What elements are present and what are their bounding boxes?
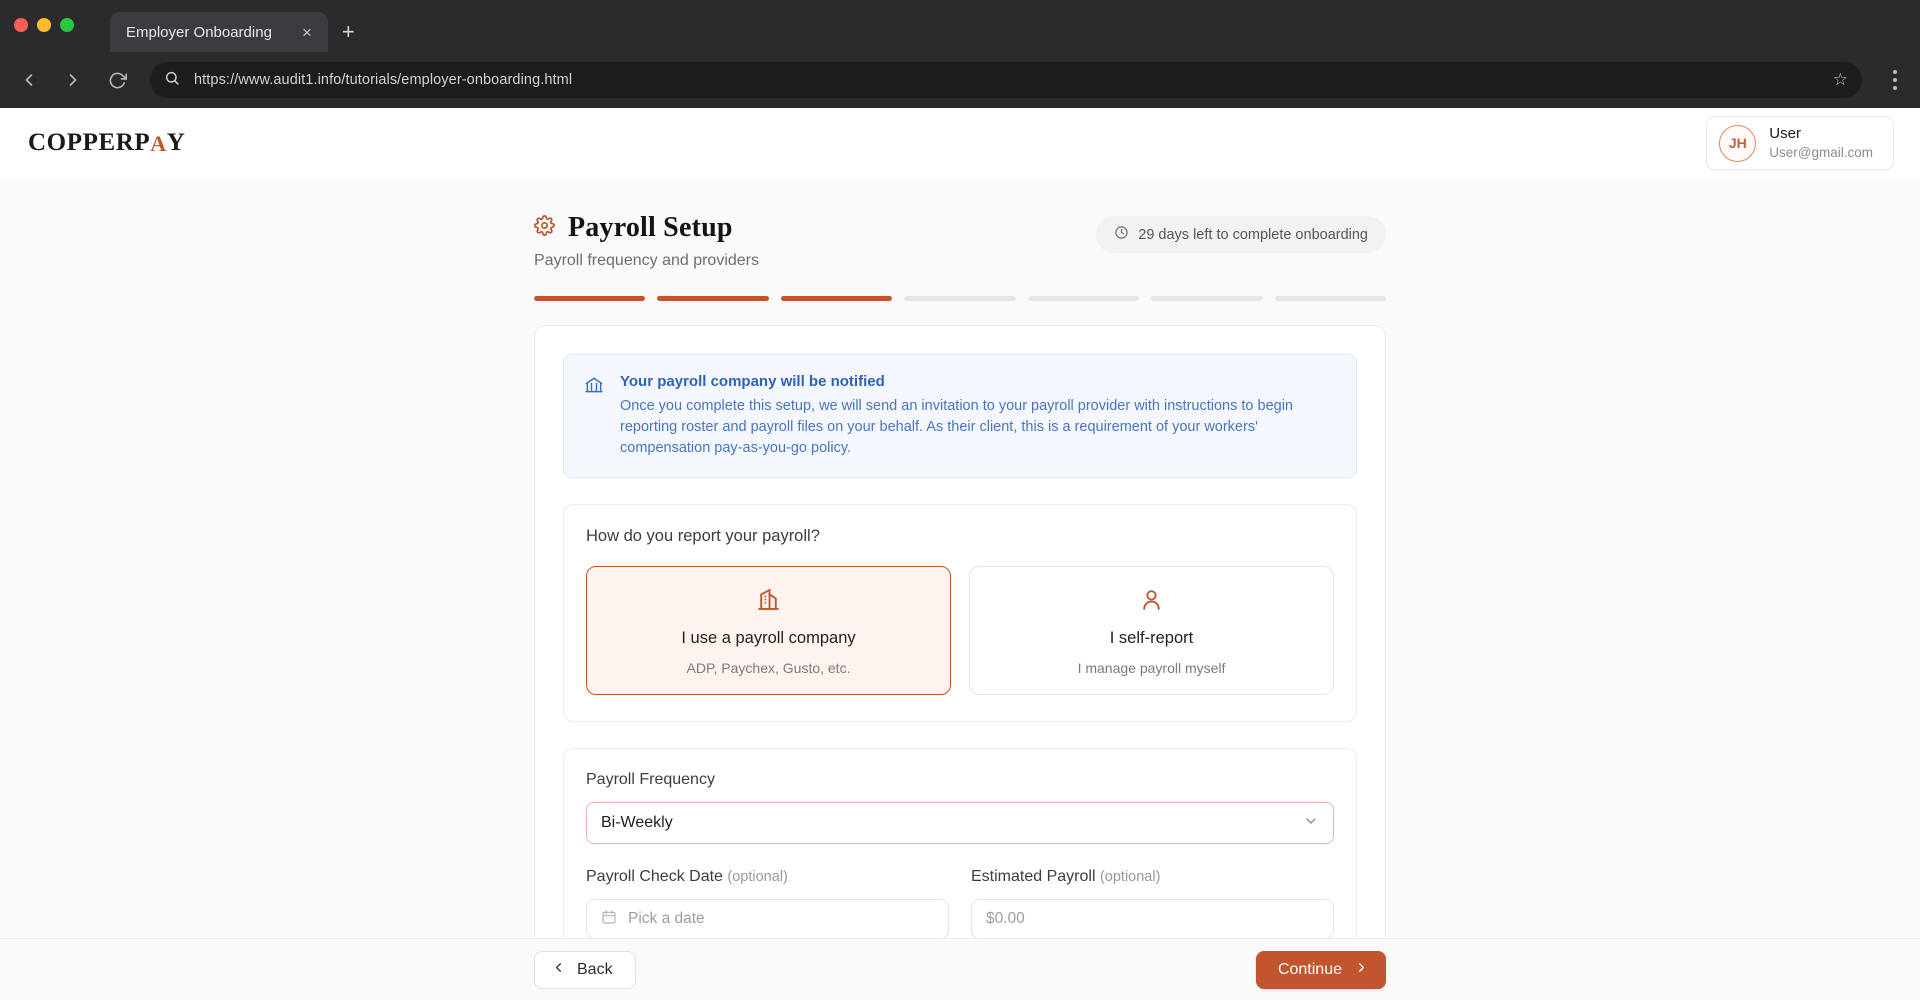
- option-payroll-company-subtitle: ADP, Paychex, Gusto, etc.: [686, 660, 851, 677]
- report-method-section: [563, 504, 1357, 722]
- close-window-button[interactable]: [14, 18, 28, 32]
- minimize-window-button[interactable]: [37, 18, 51, 32]
- notice-banner: [563, 354, 1357, 478]
- progress-step-1: [534, 296, 645, 301]
- payroll-frequency-select[interactable]: [586, 802, 1334, 844]
- payroll-check-date-placeholder: Pick a date: [628, 910, 705, 928]
- reload-icon[interactable]: [102, 65, 132, 95]
- estimated-payroll-optional: (optional): [1099, 869, 1161, 886]
- progress-steps: [534, 296, 1386, 301]
- payroll-check-date-label-text: Payroll Check Date: [586, 868, 723, 886]
- progress-step-7: [1275, 296, 1386, 301]
- bank-icon: [584, 373, 604, 459]
- wizard-content: [0, 178, 1920, 1000]
- user-name: User: [1769, 124, 1801, 142]
- deadline-text: 29 days left to complete onboarding: [1138, 226, 1368, 243]
- deadline-badge: [1096, 216, 1386, 253]
- wizard-card: [534, 325, 1386, 995]
- window-controls: [14, 18, 74, 32]
- site-header: [0, 108, 1920, 178]
- forward-arrow-icon[interactable]: [58, 65, 88, 95]
- payroll-check-date-field: [586, 868, 949, 939]
- chevron-down-icon: [1303, 813, 1319, 834]
- continue-button-label: Continue: [1277, 960, 1342, 978]
- brand-logo: [28, 129, 185, 157]
- close-icon[interactable]: ×: [301, 22, 312, 42]
- building-icon: [597, 587, 940, 617]
- option-self-report-subtitle: I manage payroll myself: [1077, 660, 1226, 677]
- new-tab-button[interactable]: +: [341, 19, 355, 44]
- user-email: User@gmail.com: [1769, 145, 1873, 161]
- calendar-icon: [601, 909, 617, 930]
- search-icon: [164, 70, 180, 91]
- gear-icon: [534, 215, 555, 241]
- payroll-check-date-input[interactable]: [586, 899, 949, 939]
- page-title: Payroll Setup: [568, 212, 733, 243]
- browser-toolbar: [0, 52, 1920, 108]
- browser-tab[interactable]: [110, 12, 328, 52]
- option-self-report-title: I self-report: [1109, 629, 1194, 648]
- person-icon: [980, 587, 1323, 617]
- maximize-window-button[interactable]: [60, 18, 74, 32]
- report-method-question: How do you report your payroll?: [586, 527, 820, 546]
- progress-step-2: [657, 296, 768, 301]
- address-bar[interactable]: [150, 62, 1862, 98]
- payroll-details-section: [563, 748, 1357, 966]
- back-arrow-icon[interactable]: [14, 65, 44, 95]
- brand-logo-tail: Y: [166, 129, 186, 156]
- notice-body: Once you complete this setup, we will send an invitation to your payroll provider with instructions to begin reporting roster and payroll files on your behalf. As their client, this is a requirement of your workers' compensation pay-as-you-go policy.: [620, 398, 1293, 457]
- estimated-payroll-label-text: Estimated Payroll: [971, 868, 1096, 886]
- bookmark-star-icon[interactable]: ☆: [1832, 70, 1848, 89]
- payroll-frequency-label: Payroll Frequency: [586, 771, 715, 789]
- notice-title: Your payroll company will be notified: [620, 373, 885, 390]
- estimated-payroll-input[interactable]: [971, 899, 1334, 939]
- option-payroll-company[interactable]: [586, 566, 951, 695]
- back-button[interactable]: [534, 951, 636, 989]
- progress-step-4: [904, 296, 1015, 301]
- wizard-footer: [0, 938, 1920, 1000]
- progress-step-5: [1028, 296, 1139, 301]
- clock-icon: [1114, 225, 1129, 244]
- report-method-options: [586, 566, 1334, 695]
- option-payroll-company-title: I use a payroll company: [681, 629, 856, 648]
- avatar: JH: [1719, 125, 1756, 162]
- address-bar-url: https://www.audit1.info/tutorials/employer-onboarding.html: [194, 72, 573, 88]
- estimated-payroll-field: [971, 868, 1334, 939]
- page-subtitle: Payroll frequency and providers: [534, 252, 760, 269]
- page-content: [0, 108, 1920, 1000]
- browser-menu-icon[interactable]: [1884, 60, 1906, 100]
- chevron-right-icon: [1354, 960, 1369, 980]
- payroll-frequency-value: Bi-Weekly: [601, 814, 673, 832]
- wizard-header: [534, 212, 1386, 270]
- payroll-check-date-optional: (optional): [727, 869, 788, 886]
- chevron-left-icon: [551, 960, 566, 980]
- brand-logo-text: COPPERP: [28, 129, 151, 156]
- estimated-payroll-label: [971, 868, 1334, 886]
- user-account-chip[interactable]: [1706, 116, 1894, 170]
- payroll-date-amount-row: [586, 868, 1334, 939]
- brand-logo-mark: A: [150, 131, 167, 156]
- progress-step-6: [1151, 296, 1262, 301]
- progress-step-3: [781, 296, 892, 301]
- estimated-payroll-placeholder: $0.00: [986, 910, 1025, 928]
- continue-button[interactable]: [1256, 951, 1386, 989]
- wizard: [534, 178, 1386, 995]
- browser-tab-title: Employer Onboarding: [126, 23, 272, 41]
- back-button-label: Back: [577, 960, 613, 978]
- browser-tab-bar: [0, 0, 1920, 52]
- payroll-check-date-label: [586, 868, 949, 886]
- option-self-report[interactable]: [969, 566, 1334, 695]
